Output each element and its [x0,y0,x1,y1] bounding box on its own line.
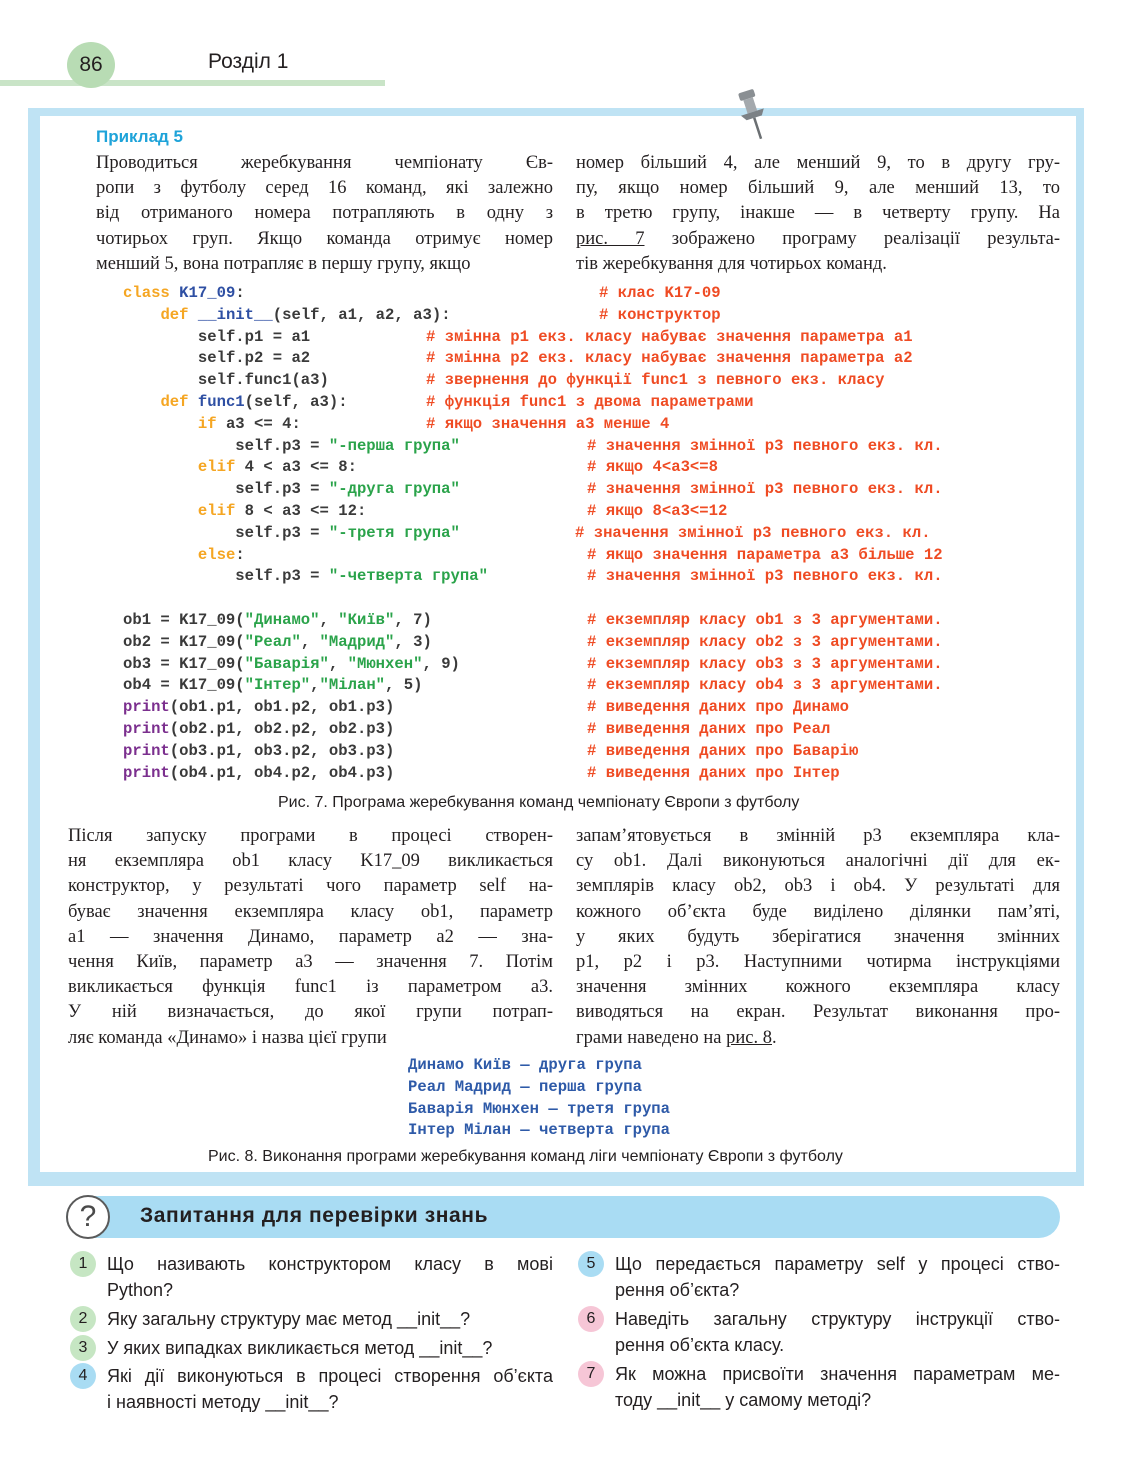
code-token: print [123,763,170,782]
code-token: , [319,610,339,629]
text-line: конструктор, у результаті чого параметр self на- [68,876,553,897]
code-comment: # якщо значення параметра a3 більше 12 [587,545,943,564]
text-line: Проводиться жеребкування чемпіонату Єв- [96,153,553,173]
code-line [123,697,1043,719]
code-line [123,545,1043,567]
code-comment: # якщо 8<a3<=12 [587,501,728,520]
code-line [123,610,1043,632]
code-token: elif [197,501,245,520]
code-comment: # значення змінної p3 певного екз. кл. [575,523,931,542]
code-comment: # значення змінної p3 певного екз. кл. [587,567,943,586]
code-line [123,348,1043,370]
program-output [408,1055,670,1142]
code-line [123,305,1043,327]
figure-caption-8: Рис. 8. Виконання програми жеребкування команд ліги чемпіонату Європи з футболу [208,1148,843,1165]
output-line: Реал Мадрид — перша група [408,1077,642,1096]
code-token: print [123,719,170,738]
pushpin-icon [733,86,773,142]
code-token: self.p3 = [235,567,329,586]
example-title: Приклад 5 [96,127,183,146]
code-token: "-друга група" [328,480,460,499]
output-line: Інтер Мілан — четверта група [408,1121,671,1140]
code-token: __init__ [197,305,273,324]
code-comment: # виведення даних про Реал [587,719,831,738]
code-token: , [328,654,348,673]
text-line: викликається функція func1 із параметром a3. [68,977,553,998]
text-line: Після запуску програми в процесі створен- [68,826,553,846]
code-comment: # якщо 4<a3<=8 [587,458,719,477]
code-comment: # виведення даних про Динамо [587,698,850,717]
code-comment: # змінна p2 екз. класу набуває значення параметра a2 [426,349,913,368]
code-line [123,479,1043,501]
text-line: тоду __init__ у самому методі? [615,1390,872,1410]
text-line: Наведіть загальну структуру інструкції ство- [615,1309,1060,1329]
code-token: (self, a1, a2, a3): [272,305,451,324]
code-token: (ob1.p1, ob1.p2, ob1.p3) [169,698,395,717]
code-token: print [123,741,170,760]
text-line: буває значення екземпляра класу ob1, параметр [68,901,553,922]
code-line [123,392,1043,414]
code-comment: # значення змінної p3 певного екз. кл. [587,480,943,499]
questions-title: Запитання для перевірки знань [140,1204,489,1227]
code-token: (self, a3): [244,392,348,411]
question-mark-icon: ? [66,1195,110,1239]
code-line [123,675,1043,697]
code-token: self.p3 = [235,480,329,499]
text-line: і наявності методу __init__? [107,1392,339,1412]
code-token: "Реал" [244,632,301,651]
code-token: print [123,698,170,717]
figure-caption-7: Рис. 7. Програма жеребкування команд чемпіонату Європи з футболу [278,794,800,811]
code-line [123,457,1043,479]
text-line: Що називають конструктором класу в мові [107,1254,553,1274]
code-token: ob4 = K17_09( [123,676,245,695]
code-comment: # екземпляр класу ob2 з 3 аргументами. [587,632,943,651]
text-line: У ній визначається, до якої групи потрап- [68,1002,553,1023]
code-token: "Мадрид" [319,632,395,651]
text-line: грами наведено на рис. 8. [576,1027,777,1048]
text-line: Яку загальну структуру має метод __init__? [107,1309,471,1329]
code-token: self.p3 = [235,436,329,455]
text-line: p1, p2 і p3. Наступними чотирма інструкціями [576,952,1060,973]
text-line: ропи з футболу серед 16 команд, які залежно [96,178,553,199]
text-line: кожного об’єкта буде виділено ділянки пам’яті, [576,901,1060,922]
code-token: , 7) [394,610,432,629]
question-text [107,1335,553,1361]
text-line: пу, якщо номер більший 9, але менший 13, то [576,178,1060,199]
code-token: "-четверта група" [328,567,488,586]
code-line [123,719,1043,741]
code-line [123,436,1043,458]
text-line: виводяться на екран. Результат виконання про- [576,1002,1060,1023]
code-comment: # змінна p1 екз. класу набуває значення параметра a1 [426,327,913,346]
code-comment: # звернення до функції func1 з певного екз. класу [426,371,885,390]
intro-left-column [96,151,553,277]
question-text [107,1363,553,1415]
question-text [107,1306,553,1332]
text-line: запам’ятовується в змінній p3 екземпляра кла- [576,826,1060,846]
text-line: рення об’єкта класу. [615,1335,785,1355]
question-number-badge: 5 [578,1251,604,1277]
code-comment: # значення змінної p3 певного екз. кл. [587,436,943,455]
text-line: рис. 7 зображено програму реалізації результа- [576,228,1060,249]
question-number-badge: 2 [70,1306,96,1332]
code-token: elif [197,458,245,477]
code-line [123,327,1043,349]
code-token: , 9) [422,654,460,673]
code-token: 4 < a3 <= 8: [244,458,357,477]
body-right-column [576,824,1060,1051]
figure-reference-link: рис. 8 [726,1027,772,1048]
code-token: K17_09 [179,284,236,302]
text-line: від отриманого номера потрапляють в одну з [96,203,553,224]
text-line: a1 — значення Динамо, параметр a2 — зна- [68,926,553,947]
code-line [123,523,1043,545]
code-token: a3 <= 4: [225,414,301,433]
code-token: self.p3 = [235,523,329,542]
code-comment: # якщо значення a3 менше 4 [426,414,670,433]
question-number-badge: 6 [578,1306,604,1332]
question-text [615,1306,1060,1358]
code-token: "Київ" [338,610,395,629]
text-line: су ob1. Далі виконуються аналогічні дії для ек- [576,851,1060,872]
code-token: def [160,392,198,411]
code-line [123,741,1043,763]
body-left-column [68,824,553,1051]
code-token: "Динамо" [244,610,320,629]
figure-reference-link: рис. 7 [576,228,645,249]
code-token: self.p1 = a1 [197,327,311,346]
code-comment: # виведення даних про Баварію [587,741,859,760]
code-comment: # клас K17-09 [599,284,721,302]
code-token: "Мюнхен" [347,654,423,673]
code-token: : [235,545,245,564]
text-line: чотирьох груп. Якщо команда отримує номер [96,228,553,249]
code-line [123,566,1043,588]
code-token: , [300,632,320,651]
code-token: "-перша група" [328,436,460,455]
text-line: Python? [107,1280,174,1300]
output-line: Динамо Київ — друга група [408,1056,642,1074]
code-line [123,588,1043,610]
question-text [615,1361,1060,1413]
code-comment: # функція func1 з двома параметрами [426,392,754,411]
code-token: "Інтер" [244,676,311,695]
code-token: (ob4.p1, ob4.p2, ob4.p3) [169,763,395,782]
header-rule [0,80,385,86]
question-number-badge: 4 [70,1363,96,1389]
code-token: ob3 = K17_09( [123,654,245,673]
question-text [615,1251,1060,1303]
code-line [123,632,1043,654]
code-line [123,763,1043,785]
code-token: "Баварія" [244,654,329,673]
question-number-badge: 1 [70,1251,96,1277]
code-token: 8 < a3 <= 12: [244,501,367,520]
text-line: у яких будуть зберігатися значення змінних [576,926,1060,947]
code-token: (ob2.p1, ob2.p2, ob2.p3) [169,719,395,738]
page-number: 86 [67,42,115,88]
code-token: class [123,284,180,302]
code-listing [123,283,1043,784]
code-token: : [235,284,245,302]
code-token: "Мілан" [319,676,386,695]
code-line [123,370,1043,392]
code-comment: # екземпляр класу ob4 з 3 аргументами. [587,676,943,695]
intro-right-column [576,151,1060,277]
code-comment: # екземпляр класу ob1 з 3 аргументами. [587,610,943,629]
text-line: земплярів класу ob2, ob3 і ob4. У результаті для [576,876,1060,897]
code-token: self.func1(a3) [197,371,329,390]
code-comment: # екземпляр класу ob3 з 3 аргументами. [587,654,943,673]
text-line: ляє команда «Динамо» і назва цієї групи [68,1027,387,1048]
code-line [123,654,1043,676]
code-token: ob2 = K17_09( [123,632,245,651]
output-line: Баварія Мюнхен — третя група [408,1099,671,1118]
code-token: if [197,414,226,433]
text-line: У яких випадках викликається метод __init__? [107,1338,493,1358]
code-comment: # конструктор [599,305,721,324]
code-line [123,501,1043,523]
code-token: else [197,545,236,564]
text-line: тів жеребкування для чотирьох команд. [576,253,887,274]
code-token: , 3) [394,632,432,651]
code-token: def [160,305,198,324]
code-line [123,414,1043,436]
text-line: менший 5, вона потрапляє в першу групу, якщо [96,253,471,274]
code-token: func1 [197,392,245,411]
code-token: "-третя група" [328,523,460,542]
question-number-badge: 7 [578,1361,604,1387]
code-comment: # виведення даних про Інтер [587,763,840,782]
code-token: self.p2 = a2 [197,349,311,368]
text-line: Які дії виконуються в процесі створення об’єкта [107,1366,553,1386]
code-token: , 5) [385,676,423,695]
question-text [107,1251,553,1303]
text-line: Що передається параметру self у процесі ство- [615,1254,1060,1274]
text-line: значення змінних кожного екземпляра класу [576,977,1060,998]
question-number-badge: 3 [70,1335,96,1361]
section-title: Розділ 1 [208,50,289,73]
text-line: ня екземпляра ob1 класу K17_09 викликається [68,851,553,872]
code-line [123,283,1043,305]
text-line: номер більший 4, але менший 9, то в другу гру- [576,153,1060,173]
page-header [0,40,390,90]
text-line: чення Київ, параметр a3 — значення 7. Потім [68,952,553,973]
text-line: рення об’єкта? [615,1280,740,1300]
code-token: ob1 = K17_09( [123,610,245,629]
code-token: (ob3.p1, ob3.p2, ob3.p3) [169,741,395,760]
code-token: , [310,676,320,695]
text-line: Як можна присвоїти значення параметрам ме- [615,1364,1060,1384]
text-line: в третю групу, інакше — в четверту групу. На [576,203,1060,224]
